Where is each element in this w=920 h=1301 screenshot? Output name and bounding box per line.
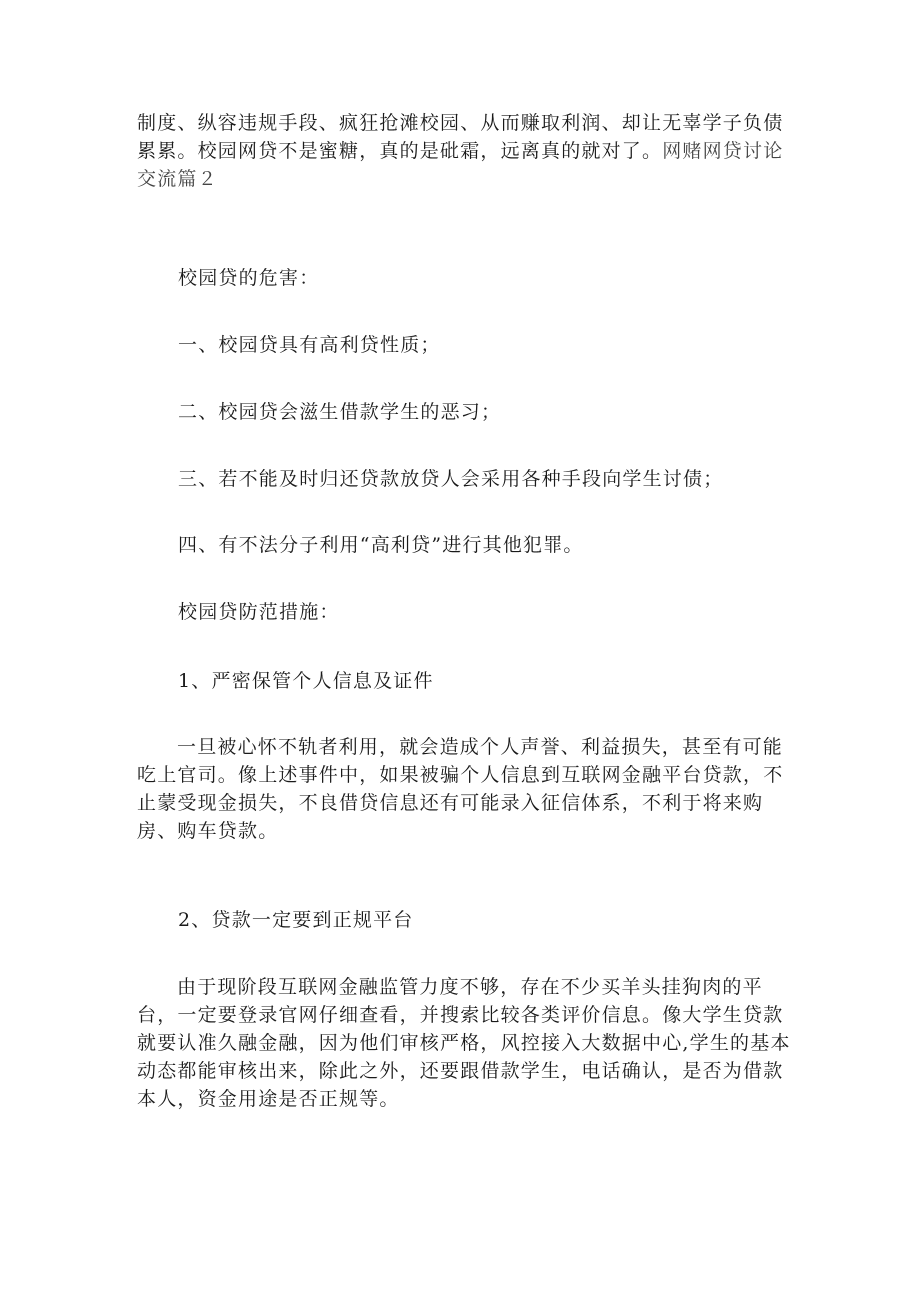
- measure-2-title: 2、贷款一定要到正规平台: [178, 909, 414, 931]
- intro-paragraph: [137, 109, 799, 193]
- intro-text: 制度、纵容违规手段、疯狂抢滩校园、从而赚取利润、却让无辜学子负债累累。校园网贷不是蜜糖，真的是砒霜，远离真的就对了。: [137, 112, 784, 162]
- harm-item-2: 二、校园贷会滋生借款学生的恶习；: [178, 401, 502, 423]
- measure-1-title: 1、严密保管个人信息及证件: [178, 670, 434, 692]
- harm-item-3: 三、若不能及时归还贷款放贷人会采用各种手段向学生讨债；: [178, 468, 724, 490]
- harm-heading: 校园贷的危害：: [178, 267, 320, 289]
- intro-tail-text: 网赌网贷讨论交流篇２: [137, 140, 784, 190]
- harm-item-1: 一、校园贷具有高利贷性质；: [178, 334, 441, 356]
- harm-item-4: 四、有不法分子利用“高利贷”进行其他犯罪。: [178, 534, 584, 556]
- measure-2-body: 由于现阶段互联网金融监管力度不够，存在不少买羊头挂狗肉的平台，一定要登录官网仔细查看，并搜索比较各类评价信息。像大学生贷款就要认准久融金融，因为他们审核严格，风控接入大数据中心,学生的基本动态都能审核出来，除此之外，还要跟借款学生，电话确认，是否为借款本人，资金用途是否正规等。: [137, 976, 791, 1110]
- measure-1-body: 一旦被心怀不轨者利用，就会造成个人声誉、利益损失，甚至有可能吃上官司。像上述事件中，如果被骗个人信息到互联网金融平台贷款，不止蒙受现金损失，不良借贷信息还有可能录入征信体系，不利于将来购房、购车贷款。: [137, 736, 784, 842]
- measures-heading: 校园贷防范措施：: [178, 601, 340, 623]
